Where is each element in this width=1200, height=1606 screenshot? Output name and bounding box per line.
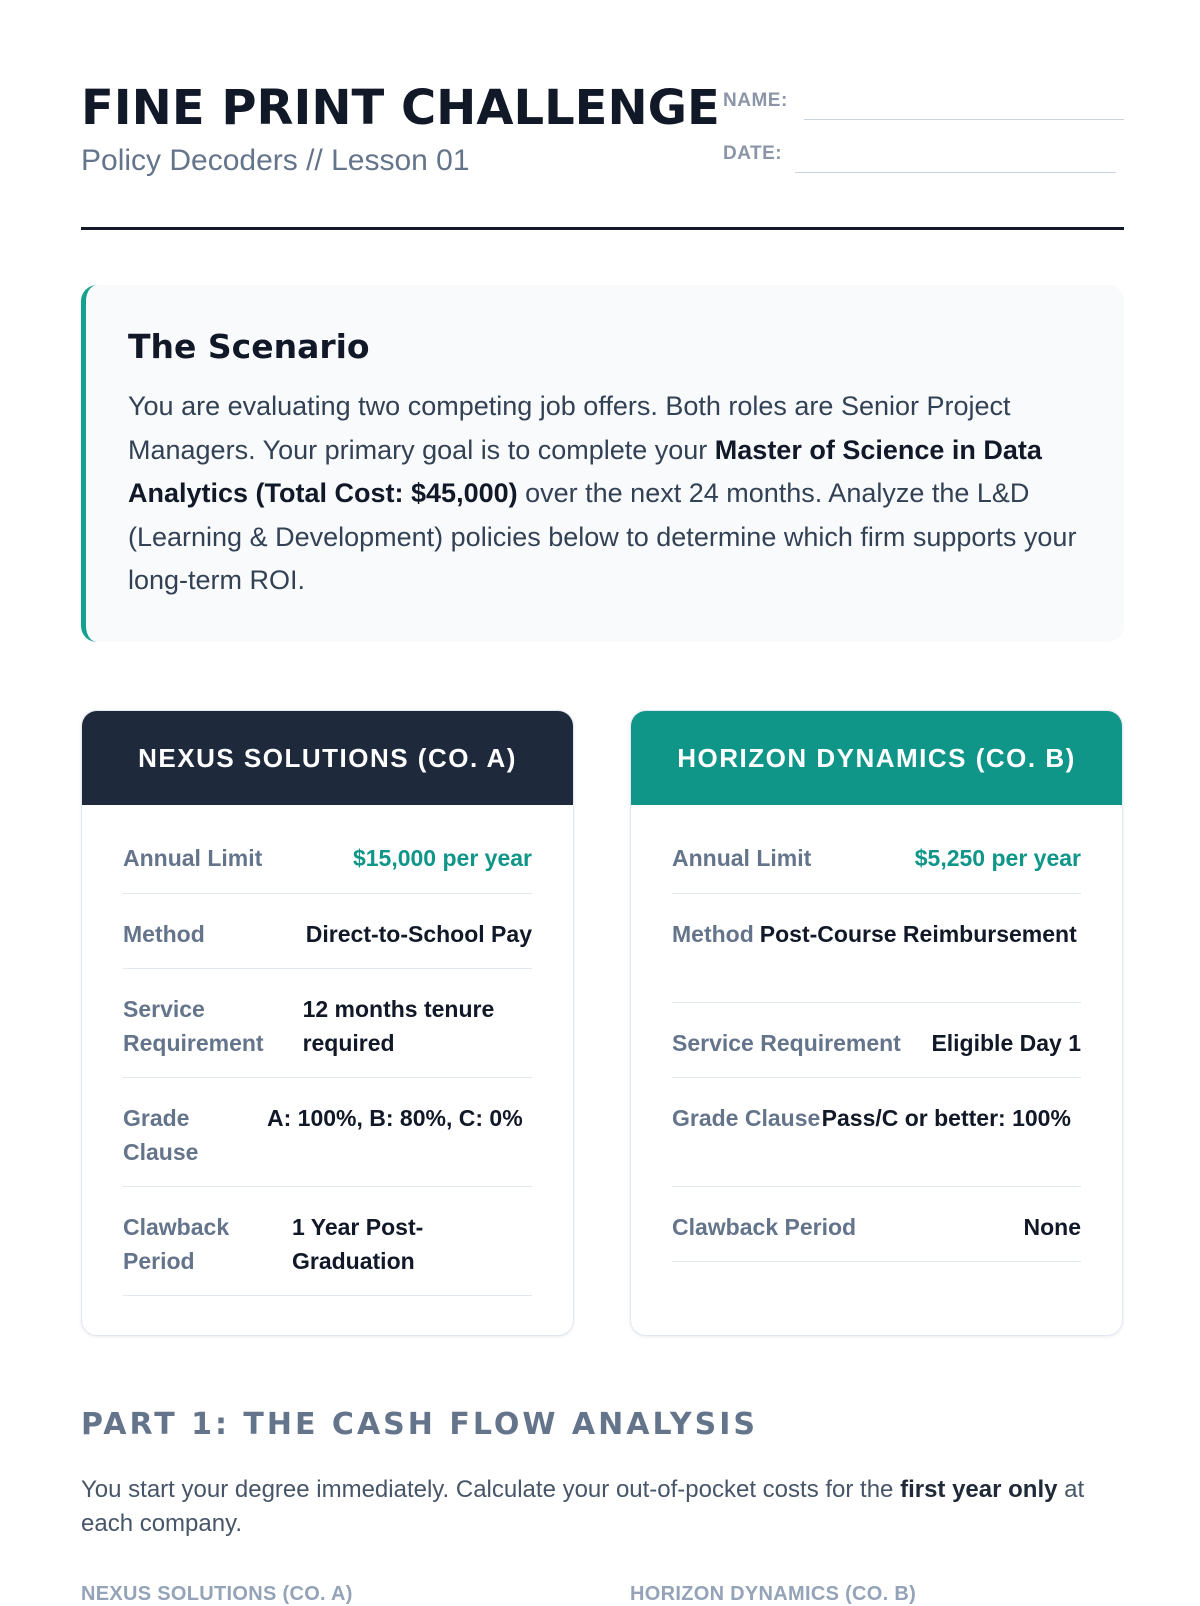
policy-row (672, 1187, 1081, 1262)
policy-row (123, 805, 532, 894)
name-field[interactable] (804, 119, 1124, 120)
policy-value: Eligible Day 1 (931, 1030, 1081, 1056)
policy-value: None (1023, 1214, 1081, 1240)
policy-row (123, 894, 532, 969)
policy-label: Service Requirement (672, 1030, 901, 1056)
policy-label: Grade Clause (123, 1105, 199, 1165)
page-title: FINE PRINT CHALLENGE (81, 80, 720, 136)
policy-row (672, 805, 1081, 894)
scenario-text-part: over the next 24 months. Analyze the L&D (Learning & Development) policies below to determine which firm supports your long-term ROI. (128, 478, 1077, 595)
scenario-box (81, 285, 1124, 642)
company-a-policy-list (123, 805, 532, 1296)
policy-label: Service Requirement (123, 996, 264, 1056)
part1-text-part: You start your degree immediately. Calculate your out-of-pocket costs for the (81, 1476, 901, 1503)
policy-label: Clawback Period (672, 1214, 857, 1240)
part1-instructions (81, 1473, 1121, 1541)
scenario-text (128, 385, 1088, 603)
policy-label: Method (672, 921, 754, 947)
policy-row (672, 1003, 1081, 1078)
company-a-card (81, 710, 574, 1336)
company-b-card (630, 710, 1123, 1336)
policy-label: Clawback Period (123, 1214, 230, 1274)
policy-value: Direct-to-School Pay (305, 921, 532, 947)
company-b-policy-list (672, 805, 1081, 1262)
part1-col-b-label: HORIZON DYNAMICS (CO. B) (630, 1583, 917, 1605)
policy-value: 12 months tenure required (302, 996, 495, 1056)
policy-label: Grade Clause (672, 1105, 821, 1131)
policy-row (672, 894, 1081, 1003)
date-label: DATE: (723, 143, 783, 164)
part1-text-part: at each company. (81, 1476, 1085, 1537)
header-divider (81, 227, 1124, 230)
name-label: NAME: (723, 90, 788, 111)
scenario-text-part: You are evaluating two competing job offers. Both roles are Senior Project Managers. Your primary goal is to complete your (128, 391, 1011, 465)
company-b-title: HORIZON DYNAMICS (CO. B) (631, 711, 1122, 805)
policy-row (123, 1187, 532, 1296)
part1-col-a-label: NEXUS SOLUTIONS (CO. A) (81, 1583, 353, 1605)
page-subtitle: Policy Decoders // Lesson 01 (81, 144, 470, 177)
scenario-goal: Master of Science in Data Analytics (Total Cost: $45,000) (128, 434, 1042, 508)
policy-value: 1 Year Post-Graduation (292, 1214, 424, 1274)
policy-value: Post-Course Reimbursement (759, 921, 1077, 947)
date-field[interactable] (795, 172, 1116, 173)
part1-heading: PART 1: THE CASH FLOW ANALYSIS (81, 1407, 758, 1442)
policy-row (123, 969, 532, 1078)
scenario-heading: The Scenario (128, 327, 370, 366)
policy-row (123, 1078, 532, 1187)
company-a-title: NEXUS SOLUTIONS (CO. A) (82, 711, 573, 805)
policy-label: Annual Limit (123, 845, 263, 871)
policy-value: $15,000 per year (352, 845, 532, 871)
policy-value: $5,250 per year (914, 845, 1081, 871)
policy-value: A: 100%, B: 80%, C: 0% (267, 1105, 523, 1131)
part1-emphasis: first year only (900, 1476, 1058, 1503)
policy-value: Pass/C or better: 100% (821, 1105, 1071, 1131)
policy-row (672, 1078, 1081, 1187)
policy-label: Method (123, 921, 205, 947)
policy-label: Annual Limit (672, 845, 812, 871)
